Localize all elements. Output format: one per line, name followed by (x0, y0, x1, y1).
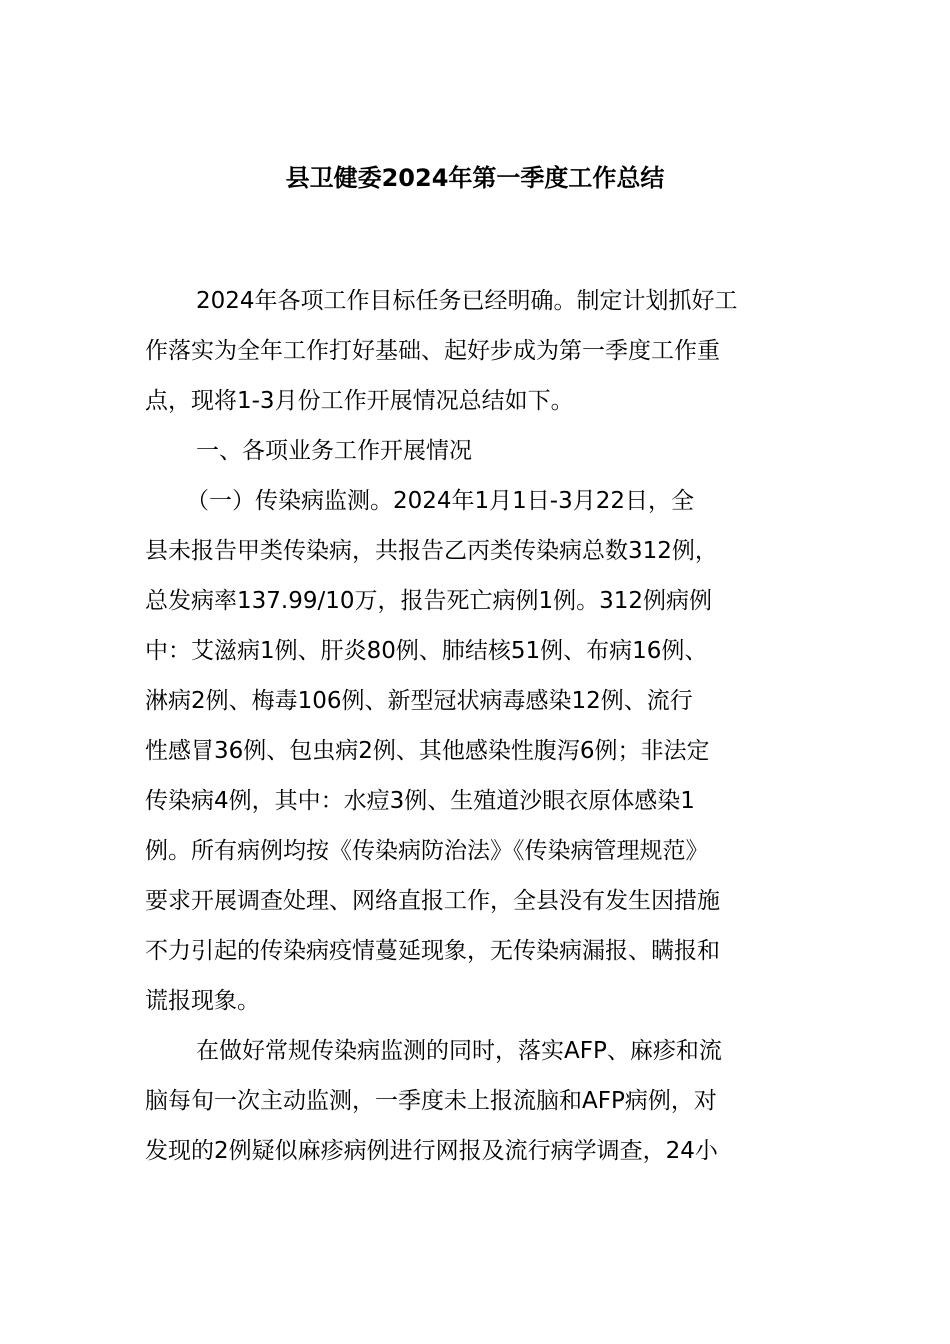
paragraph-line: 点，现将1-3月份工作开展情况总结如下。 (145, 388, 574, 414)
paragraph-line: 不力引起的传染病疫情蔓延现象，无传染病漏报、瞒报和 (145, 938, 720, 964)
paragraph-line: 县未报告甲类传染病，共报告乙丙类传染病总数312例， (145, 538, 718, 564)
document-title: 县卫健委2024年第一季度工作总结 (285, 164, 665, 192)
paragraph-line: （一）传染病监测。2024年1月1日-3月22日，全 (186, 488, 694, 514)
paragraph-line: 例。所有病例均按《传染病防治法》《传染病管理规范》 (145, 838, 709, 864)
paragraph-line: 传染病4例，其中：水痘3例、生殖道沙眼衣原体感染1 (145, 788, 695, 814)
section-heading: 一、各项业务工作开展情况 (196, 438, 472, 464)
paragraph-line: 要求开展调查处理、网络直报工作，全县没有发生因措施 (145, 888, 720, 914)
paragraph-line: 发现的2例疑似麻疹病例进行网报及流行病学调查，24小 (145, 1138, 718, 1164)
paragraph-line: 2024年各项工作目标任务已经明确。制定计划抓好工 (196, 288, 738, 314)
paragraph-line: 脑每旬一次主动监测，一季度未上报流脑和AFP病例，对 (145, 1088, 717, 1114)
paragraph-line: 在做好常规传染病监测的同时，落实AFP、麻疹和流 (196, 1038, 722, 1064)
paragraph-line: 淋病2例、梅毒106例、新型冠状病毒感染12例、流行 (145, 688, 693, 714)
paragraph-line: 性感冒36例、包虫病2例、其他感染性腹泻6例；非法定 (145, 738, 710, 764)
paragraph-line: 谎报现象。 (145, 988, 260, 1014)
paragraph-line: 中：艾滋病1例、肝炎80例、肺结核51例、布病16例、 (145, 638, 708, 664)
paragraph-line: 作落实为全年工作打好基础、起好步成为第一季度工作重 (145, 338, 720, 364)
paragraph-line: 总发病率137.99/10万，报告死亡病例1例。312例病例 (145, 588, 713, 614)
